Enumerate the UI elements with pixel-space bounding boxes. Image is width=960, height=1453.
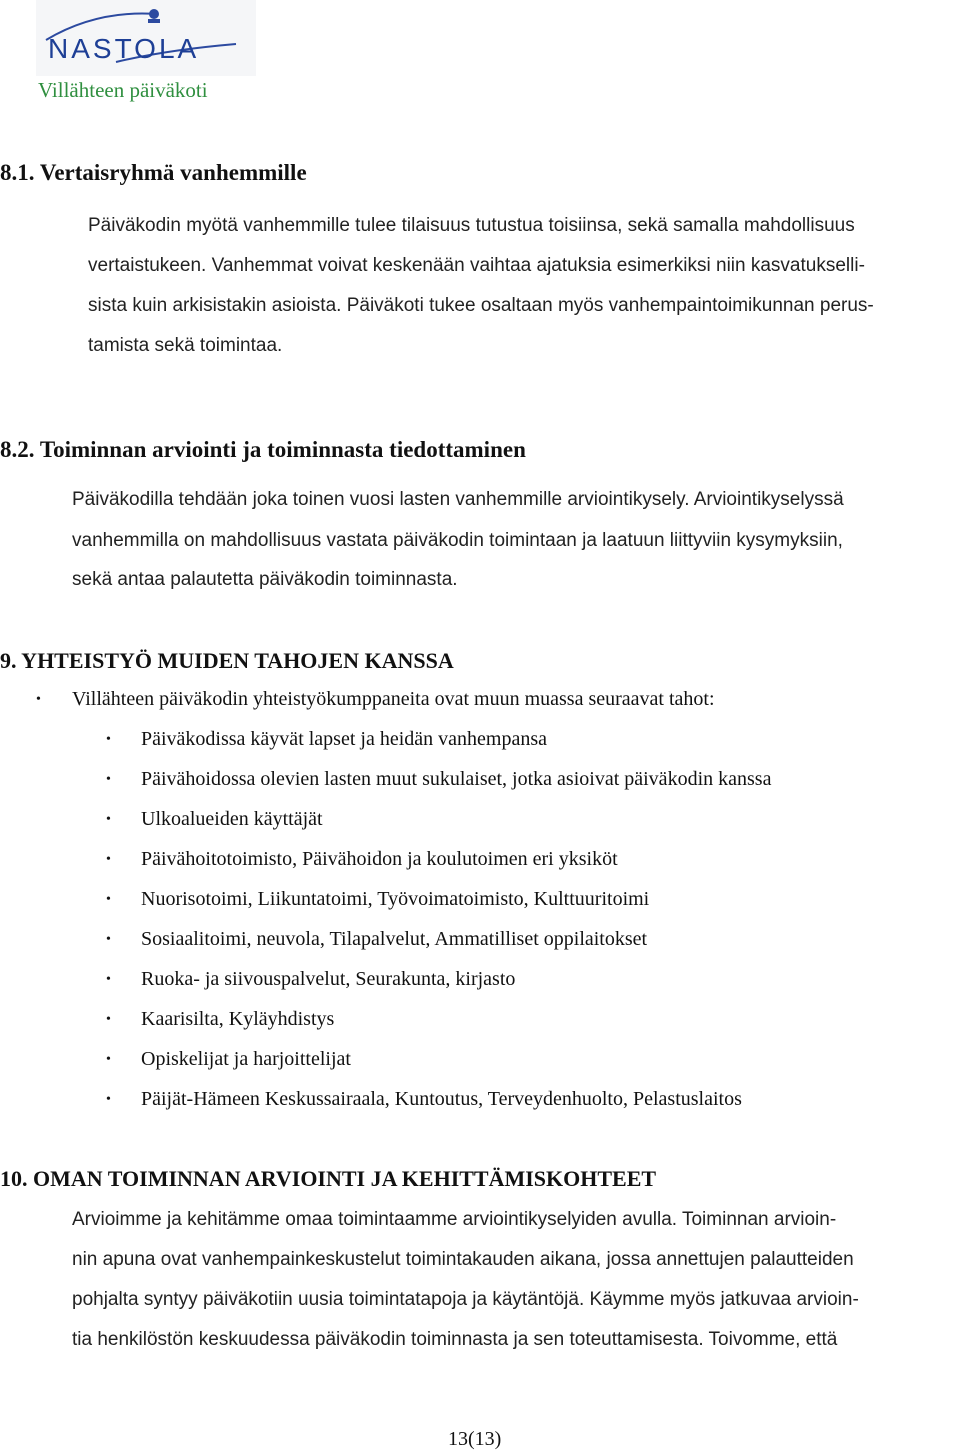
bullet-icon: • bbox=[106, 1092, 111, 1107]
paragraph-line: sista kuin arkisistakin asioista. Päiväkoti tukee osaltaan myös vanhempaintoimikunnan perus- bbox=[88, 295, 874, 316]
logo-text: NASTOLA bbox=[48, 33, 200, 64]
paragraph-line: vertaistukeen. Vanhemmat voivat keskenään vaihtaa ajatuksia esimerkiksi niin kasvatukselli- bbox=[88, 255, 865, 276]
paragraph-line: Päiväkodin myötä vanhemmille tulee tilaisuus tutustua toisiinsa, sekä samalla mahdollisuus bbox=[88, 215, 855, 236]
section-9-intro: Villähteen päiväkodin yhteistyökumppaneita ovat muun muassa seuraavat tahot: bbox=[72, 688, 715, 710]
section-10-heading: 10. OMAN TOIMINNAN ARVIOINTI JA KEHITTÄMISKOHTEET bbox=[0, 1166, 657, 1191]
bullet-icon: • bbox=[106, 732, 111, 747]
section-8-1-heading: 8.1. Vertaisryhmä vanhemmille bbox=[0, 160, 307, 185]
bullet-icon: • bbox=[106, 772, 111, 787]
paragraph-line: Arvioimme ja kehitämme omaa toimintaamme arviointikyselyiden avulla. Toiminnan arvioin- bbox=[72, 1209, 837, 1230]
list-item: Ulkoalueiden käyttäjät bbox=[141, 808, 323, 830]
paragraph-line: Päiväkodilla tehdään joka toinen vuosi lasten vanhemmille arviointikysely. Arviointikyselyssä bbox=[72, 489, 844, 510]
header-subtitle: Villähteen päiväkoti bbox=[38, 78, 208, 102]
list-item: Kaarisilta, Kyläyhdistys bbox=[141, 1008, 335, 1030]
list-item: Päijät-Hämeen Keskussairaala, Kuntoutus, Terveydenhuolto, Pelastuslaitos bbox=[141, 1088, 742, 1110]
paragraph-line: nin apuna ovat vanhempainkeskustelut toimintakauden aikana, jossa annettujen palautteiden bbox=[72, 1249, 854, 1270]
list-item: Päivähoitotoimisto, Päivähoidon ja koulutoimen eri yksiköt bbox=[141, 848, 618, 870]
list-item: Ruoka- ja siivouspalvelut, Seurakunta, kirjasto bbox=[141, 968, 516, 990]
paragraph-line: tamista sekä toimintaa. bbox=[88, 335, 283, 356]
bullet-icon: • bbox=[106, 852, 111, 867]
paragraph-line: sekä antaa palautetta päiväkodin toiminnasta. bbox=[72, 569, 458, 590]
bullet-icon: • bbox=[106, 1012, 111, 1027]
page-number: 13(13) bbox=[448, 1428, 502, 1450]
list-item: Nuorisotoimi, Liikuntatoimi, Työvoimatoimisto, Kulttuuritoimi bbox=[141, 888, 650, 910]
list-item: Päivähoidossa olevien lasten muut sukulaiset, jotka asioivat päiväkodin kanssa bbox=[141, 768, 772, 790]
list-item: Päiväkodissa käyvät lapset ja heidän vanhempansa bbox=[141, 728, 547, 750]
paragraph-line: vanhemmilla on mahdollisuus vastata päiväkodin toimintaan ja laatuun liittyviin kysymyksiin, bbox=[72, 530, 843, 551]
section-8-2-heading: 8.2. Toiminnan arviointi ja toiminnasta tiedottaminen bbox=[0, 437, 526, 462]
paragraph-line: pohjalta syntyy päiväkotiin uusia toimintatapoja ja käytäntöjä. Käymme myös jatkuvaa arvioin- bbox=[72, 1289, 859, 1310]
bullet-icon: • bbox=[106, 812, 111, 827]
bullet-icon: • bbox=[106, 1052, 111, 1067]
paragraph-line: tia henkilöstön keskuudessa päiväkodin toiminnasta ja sen toteuttamisesta. Toivomme, että bbox=[72, 1329, 838, 1350]
bullet-icon: • bbox=[106, 892, 111, 907]
list-item: Sosiaalitoimi, neuvola, Tilapalvelut, Ammatilliset oppilaitokset bbox=[141, 928, 648, 950]
nastola-logo-graphic bbox=[36, 0, 256, 76]
bullet-icon: • bbox=[36, 692, 41, 707]
bullet-icon: • bbox=[106, 972, 111, 987]
section-9-heading: 9. YHTEISTYÖ MUIDEN TAHOJEN KANSSA bbox=[0, 648, 454, 673]
list-item: Opiskelijat ja harjoittelijat bbox=[141, 1048, 351, 1070]
nastola-logo bbox=[36, 0, 256, 76]
bullet-icon: • bbox=[106, 932, 111, 947]
